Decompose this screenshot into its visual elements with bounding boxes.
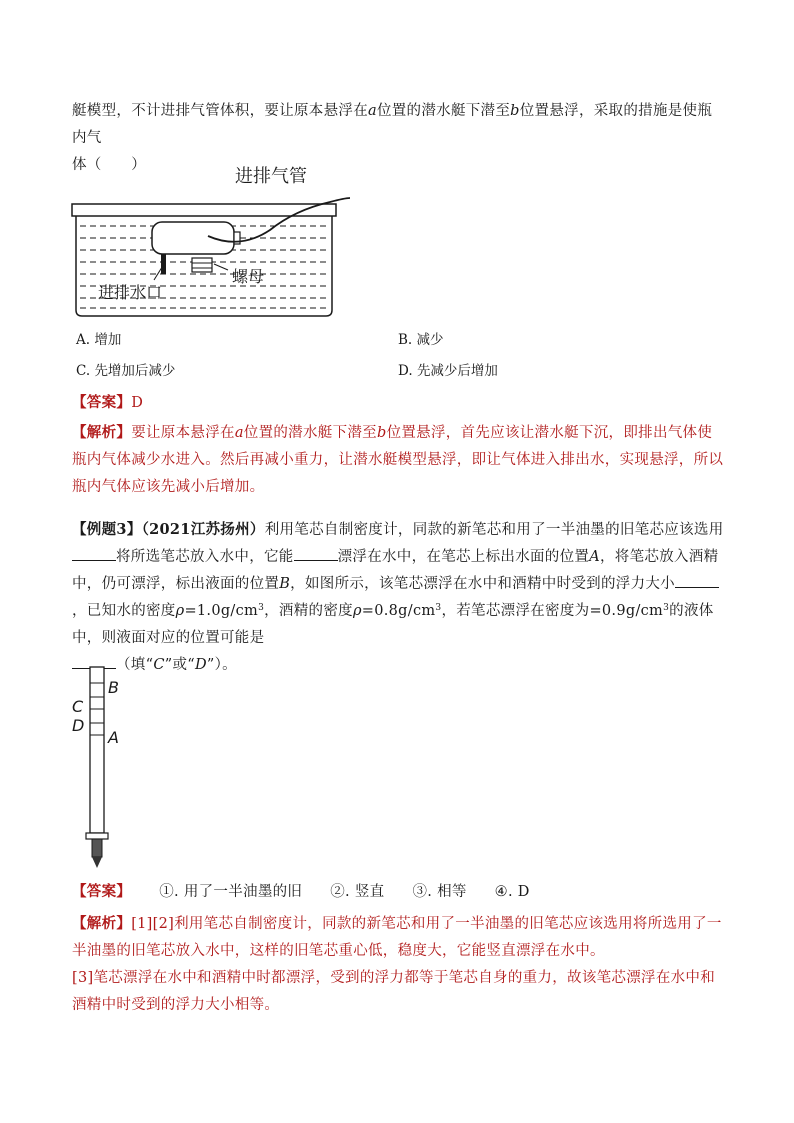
option-d: D. 先减少后增加 (398, 363, 498, 379)
q3-source: （2021江苏扬州） (141, 521, 265, 538)
q3-stem: 【例题3】（2021江苏扬州）利用笔芯自制密度计，同款的新笔芯和用了一半油墨的旧笔芯应该选用将所选笔芯放入水中，它能 漂浮在水中，在笔芯上标出水面的位置A，将笔芯放入酒精中，仍可漂浮，标出液面的位置B，如图所示，该笔芯漂浮在水中和酒精中时受到的浮力大小，已知水的密度$\rho=1.0g/cm^3$，酒精的密度$\rho=0.8g/cm^3$，若笔芯漂浮在密度为$=0.9g/cm^3$的液体中，则液面对应的位置可能是 （填“C”或“D”）。 (72, 521, 724, 673)
option-b: B. 减少 (398, 332, 444, 348)
hydrometer-figure (66, 665, 146, 875)
answer-4: ④. D (494, 884, 530, 900)
q3-answer: 【答案】 ①. 用了一半油墨的旧 ②. 竖直 ③. 相等 ④. D (72, 883, 530, 900)
option-a: A. 增加 (76, 332, 122, 348)
answer-2: ②. 竖直 (330, 884, 385, 900)
submarine-figure (70, 160, 350, 320)
blank-1 (72, 546, 116, 561)
q3-label: 【例题3】 (72, 521, 142, 538)
label-A: A (108, 728, 119, 747)
q2-stem-text: 位置的潜水艇下潜至 (376, 103, 511, 119)
answer-3: ③. 相等 (412, 884, 467, 900)
q2-stem-text: 体（ ） (72, 157, 146, 173)
label-D: D (72, 716, 85, 735)
label-B: B (108, 678, 119, 697)
q2-var-b: b (510, 103, 520, 119)
label-pipe: 进排气管 (235, 166, 307, 187)
blank-2 (294, 546, 338, 561)
q2-answer: 【答案】D (72, 394, 144, 411)
q2-analysis: 【解析】要让原本悬浮在a位置的潜水艇下潜至b位置悬浮，首先应该让潜水艇下沉，即排出气体使瓶内气体减少水进入。然后再减小重力，让潜水艇模型悬浮，即让气体进入排出水，实现悬浮，所以瓶内气体应该先减小后增加。 (72, 424, 724, 495)
blank-3 (675, 573, 719, 588)
q2-stem-text: 位置悬浮，采取的措施是使瓶内气 (72, 103, 713, 146)
label-inlet: 进排水口 (98, 283, 163, 302)
q2-stem-text: 艇模型，不计进排气管体积，要让原本悬浮在 (72, 103, 368, 119)
q2-var-a: a (368, 103, 377, 119)
q3-analysis: 【解析】[1][2]利用笔芯自制密度计，同款的新笔芯和用了一半油墨的旧笔芯应该选用将所选用了一半油墨的旧笔芯放入水中，这样的旧笔芯重心低，稳度大，它能竖直漂浮在水中。 [3]笔芯漂浮在水中和酒精中时都漂浮，受到的浮力都等于笔芯自身的重力，故该笔芯漂浮在水中和酒精中时受到的浮力大小相等。 (72, 915, 722, 1013)
option-c: C. 先增加后减少 (76, 363, 176, 379)
label-nut: 螺母 (232, 267, 265, 286)
answer-1: ①. 用了一半油墨的旧 (159, 884, 303, 900)
label-C: C (72, 697, 84, 716)
